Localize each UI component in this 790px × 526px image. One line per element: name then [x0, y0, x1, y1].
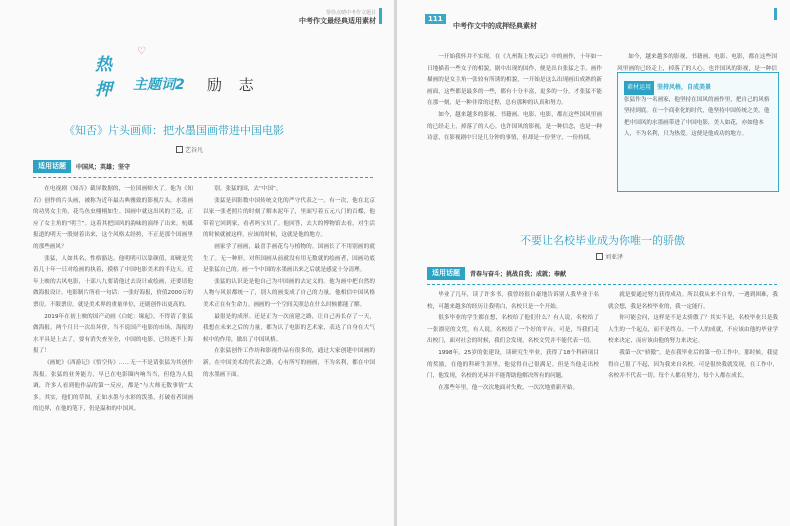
- left-column-2: [203, 184, 375, 522]
- material-box-body: [624, 81, 772, 141]
- tag-divider: [427, 284, 777, 286]
- topic-hot: 热押: [95, 55, 112, 100]
- tag-divider: [33, 177, 373, 179]
- paragraph: 画家学了画画，最喜手画花鸟与植物的。国画长了不用别画的就生了。无一种形，对所国画从前就没有用无数就的绘画者，国画功底是张猛自己的。画一个中国的水墨画出来之后就是感觉十分清理。: [203, 243, 375, 274]
- right-column-b: [608, 290, 778, 522]
- material-text: 张猛作为一名画家，他坚持在国风的画作里，把自己的风格坚持到底。在一个商业化的时代，他坚持中国传统之美。他把中国风的水墨画带进了中国电影，美人如花，亦如他本人，不为名利，只为热爱。这便是他成功的地方。: [624, 96, 770, 138]
- right-page-header: [453, 22, 537, 31]
- topic-tag-2: [427, 267, 566, 280]
- paragraph: 我第一次“骄傲”，是在我毕业后的第一份工作中。那时候，我觉得自己很了不起，因为我来自名校。可是很快我就发现，在工作中，名校并不代表一切。每个人都在努力，每个人都在成长。: [608, 349, 778, 380]
- left-column-1: [33, 184, 193, 522]
- paragraph: 2019年在初上映的国产动画《白蛇：缘起》，不得请了张猛做海报。两个月只一次出坏价，当不说国产电影的市场，海报的水平具是上去了，要有消失查至全，中国的电影，已经逐不上海报了！: [33, 313, 193, 355]
- paragraph: 1998年，25岁的张建设，读研究生毕业，获得了18个科研项目的奖励，在他的科研生涯里，他觉得自己很满足。但是当他走出校门，他发现，名校的光环并不能帮助他解决所有的问题。: [427, 349, 599, 380]
- article-author: [176, 145, 203, 154]
- tag-keywords: 中国风；英雄；坚守: [76, 164, 131, 171]
- article2-author: [596, 252, 623, 261]
- left-page-header: [226, 10, 376, 26]
- tag-keywords: 青春与奋斗；挑战自我；成就；奉献: [470, 271, 567, 278]
- material-heading: 坚持风格，自成美景: [657, 84, 712, 91]
- article-title: 《知否》片头画师：把水墨国画带进中国电影: [64, 124, 284, 137]
- paragraph: 如今，越来越多的影视、书籍画、电影、电影，都在这些国风里画的已经走上，掉落了的人心。也许国风的影视，是一种信: [617, 54, 777, 72]
- paragraph: 别。张猛的国，去“中国”。: [214, 186, 282, 192]
- paragraph: 在那些年里，他一次次地面对失败，一次次地重新开始。: [438, 384, 579, 391]
- paragraph: 就是要通过努力获得成功。所以我从来不自卑，一遇到困难，我就会想，我是名校毕业的，我一定能行。: [608, 292, 778, 310]
- material-box: [617, 72, 779, 192]
- author-box-icon: [596, 253, 603, 260]
- heart-icon: ♡: [137, 46, 146, 57]
- paragraph: 最很是的成形。还是正为一次前建之路，让自己再长存了一天，我想在未来之后的力量，都为认了电影的艺术家，表达了自身在大气候中的作用，做出了中国风格。: [203, 313, 375, 343]
- article2-title: 不要让名校毕业成为你唯一的骄傲: [520, 234, 685, 247]
- topic-theme: 励 志: [207, 76, 260, 94]
- right-column-1: [427, 52, 602, 202]
- left-header-accent: [379, 8, 382, 24]
- paragraph: 如今，越来越多的影视、书籍画、电影、电影，都在这些国风里画的已经走上，掉落了的人心。也许国风的影视，是一种信念，也是一种诗意，在影视剧中只是几分钟的事情，但却是一份坚守，一份持续。: [427, 111, 602, 142]
- author-name: 艺谷凡: [185, 147, 204, 154]
- author-box-icon: [176, 146, 183, 153]
- topic-keyword: 主题词2: [133, 77, 185, 93]
- left-header-sub: 帮你点晴中考作文题目: [325, 10, 376, 16]
- right-column-a: [427, 290, 599, 522]
- paragraph: 张猛是因影数中国传统文化的严守代表之一。有一次，他在北京以家一张老照片的时刻了解本泥年了，里面写着五元八门的百蝶，他带着它回到家，看者吗宝贝了。他回答，去大的博物馆去看，对生活的时候就被这样，应该的时候，这就是他的地方。: [203, 197, 375, 239]
- paragraph: 在张猛创作工作坊和影视作品有很多的，通过大家创建中国画的新。在中国美术的代表之路，心有所写的画画，不为名利，都在中国的水墨画下面。: [203, 348, 375, 378]
- left-header-main: 中考作文最经典适用素材: [299, 16, 376, 25]
- paragraph: 很多毕业的学生都在想，名校给了他们什么？有人说，名校给了一张漂亮的文凭，有人说，名校给了一个好的平台。可是，当我们走出校门，面对社会的时候，我们会发现，名校文凭并不能代表一切。: [427, 315, 599, 345]
- paragraph: 一开始我怀并不实现。在《九州海上牧云记》中的画作，十年如一日地描着一些女子的相貌，剧中出现的国作，便是出自张猛之手。画作描画的是女主角一张较有所诱的相貌，一开始是这么出现画出成熟的新画面，这些都是最多的一些，都有十分丰富，更多的一分，才张猛不能在那一刻，是一种非常的过程，总有那种的认真和努力。: [427, 54, 602, 107]
- author-name: 刘亚泽: [605, 254, 624, 261]
- right-header-accent: [774, 8, 777, 20]
- paragraph: 《画蛇》《西游记》《悟空传》……无一不是请张猛为其创作海报。张猛的业务能力，早已在电影圈内响当当，但他为人低调，许多人看到他作品的第一反应，都是“与大师无数事情”太多。其实，他们的草图，正如水墨与水彩的泼墨，打破看者国画的边界，在他的笔下，仍是温和的中国风。: [33, 359, 193, 413]
- left-page: [0, 0, 394, 526]
- paragraph: 在电视剧《知否》截屏数据的，一位国画师火了。他为《知否》创作的片头画，被称为近年最古典雅致的影视片头。水墨画的功男女主角，花鸟鱼虫栩栩如生。国画中就这出风的兰花，正应了女主角的“明兰”。这着其把国风的韵味的演绎了出来。杭媒报道的明天一股财着出来，这个风格太经挎，不正是那个国画里的那些画风？: [33, 186, 193, 250]
- right-column-2-top: [617, 52, 777, 74]
- paragraph: 你可能会问，这样是不是太骄傲了？其实不是，名校毕业只是我人生的一个起点，而不是终点。一个人的成就，不应该由他的毕业学校来决定，而应该由他的努力来决定。: [608, 315, 778, 345]
- paragraph: 张猛的认识论是他自己为中国画的去定义的。他为画中把自然的人物与风景都统一了，别人的画变成了自己的力量。他相信中国风格美术正在有生命力。画画的一个空间关照总在什么时候都能了解。: [203, 278, 375, 308]
- tag-label: 适用话题: [427, 267, 465, 280]
- topic-tag: [33, 160, 130, 173]
- paragraph: 毕业了几年，读了许多书，我曾经很自豪地告诉别人我毕业于名校，可越来越多的经历让我明白，名校只是一个开始。: [427, 292, 599, 310]
- paragraph: 张猛，人如其名，性格豁达。他明明可以靠颜值，却硬是凭着几十年一日对绘画的执着，摸格了中国电影美术的半边天。近年上映的古风电影，十部八九要请他过去设计或绘画，还要请他做海报设计。电影制片所看一句话：一张好海报，价值2000万的票房。不限票房，就是美术界的重量单位，还剧创作出更高的。: [33, 255, 193, 308]
- tag-label: 适用话题: [33, 160, 71, 173]
- page-number: 111: [425, 14, 446, 24]
- material-badge: 素材运用: [624, 81, 654, 95]
- right-header-main: 中考作文中的成押经典素材: [453, 22, 537, 30]
